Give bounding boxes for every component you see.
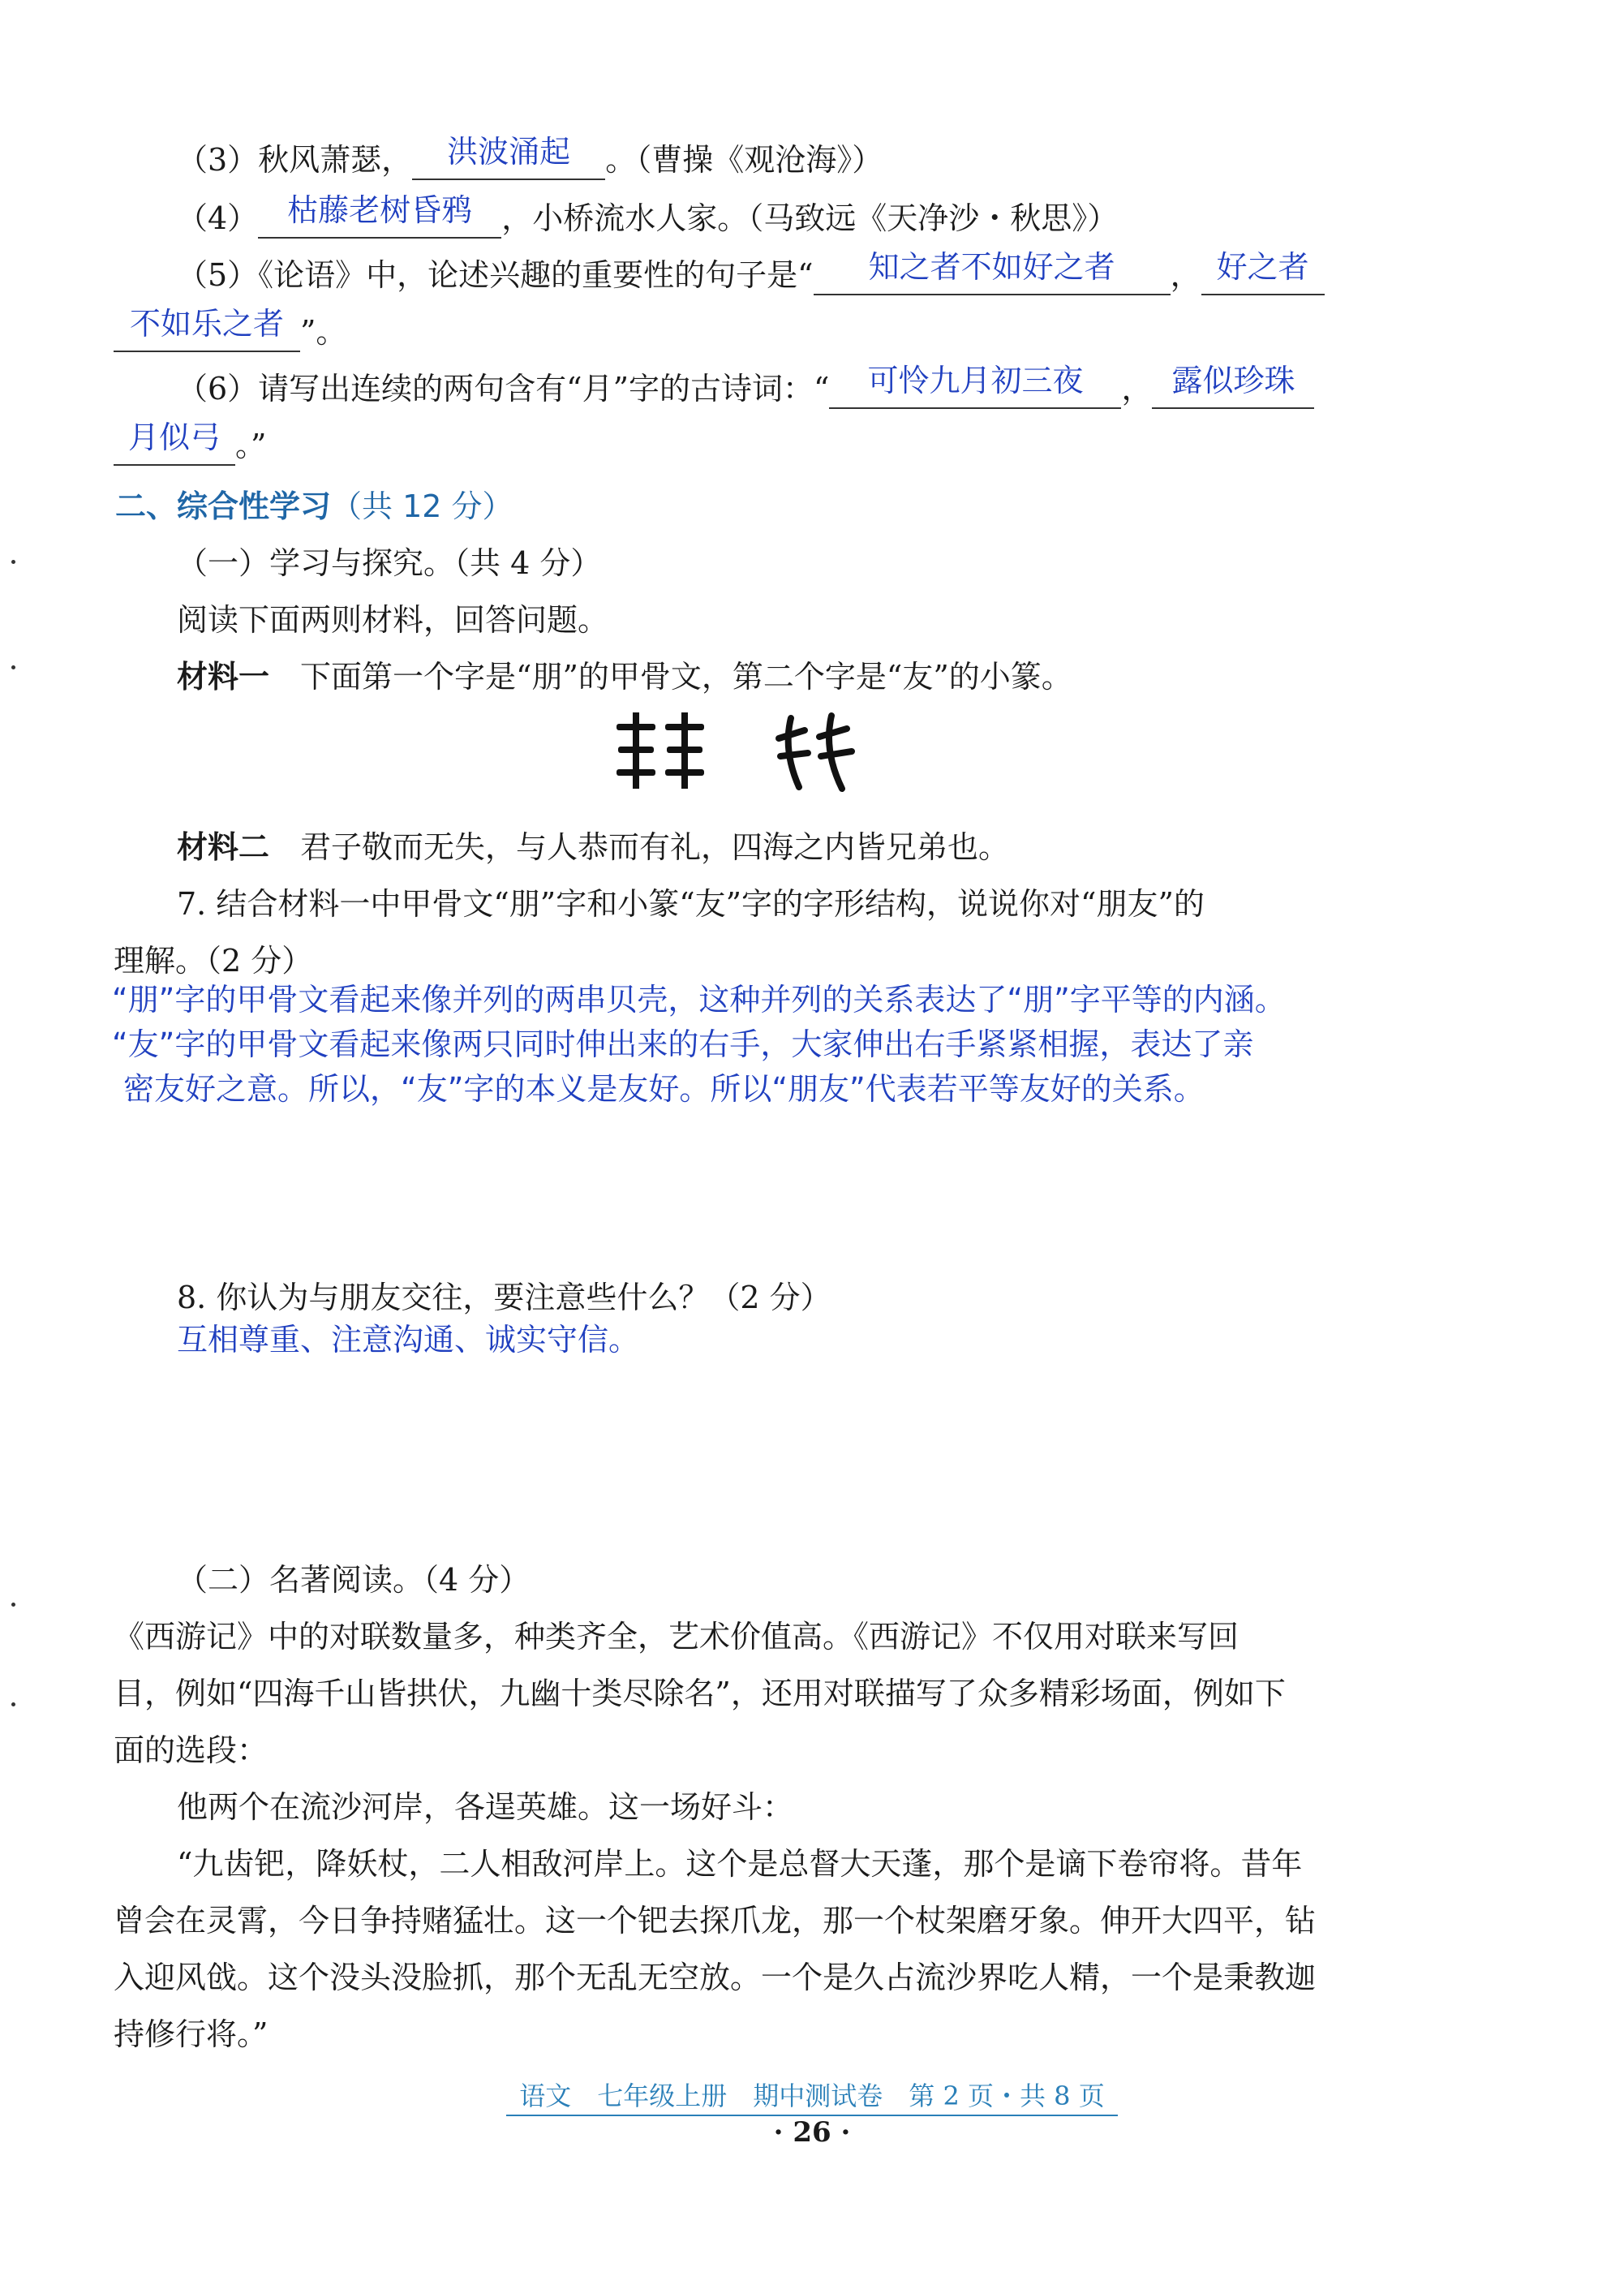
you-seal-glyph: [779, 716, 852, 789]
q6-blank-2b: [114, 420, 235, 466]
scan-mark: [11, 1702, 15, 1706]
q6-answer-2a: 露似珍珠: [1171, 363, 1295, 398]
scan-mark: [11, 560, 15, 564]
part2-heading: （二）名著阅读。（4 分）: [177, 1562, 531, 1598]
q4-line: （4） 枯藤老树昏鸦 ，小桥流水人家。（马致远《天净沙・秋思》）: [177, 203, 1118, 239]
material-2: 材料二 君子敬而无失，与人恭而有礼，四海之内皆兄弟也。: [177, 829, 1010, 865]
q5-answer-2b: 不如乐之者: [129, 306, 284, 342]
material-1: 材料一 下面第一个字是“朋”的甲骨文，第二个字是“友”的小篆。: [177, 659, 1072, 695]
part2-paragraph-line: 持修行将。”: [114, 2016, 269, 2052]
q5-blank-2a: [1201, 249, 1325, 295]
scan-mark: [11, 1603, 15, 1607]
scan-mark: [11, 665, 15, 669]
q5-answer-1: 知之者不如好之者: [868, 249, 1115, 285]
q7-answer-line: “朋”字的甲骨文看起来像并列的两串贝壳，这种并列的关系表达了“朋”字平等的内涵。: [112, 982, 1286, 1018]
q7-answer-line: “友”字的甲骨文看起来像两只同时伸出来的右手，大家伸出右手紧紧相握，表达了亲: [112, 1026, 1254, 1062]
part2-paragraph-line: “九齿钯，降妖杖，二人相敌河岸上。这个是总督大天蓬，那个是谪下卷帘将。昔年: [177, 1846, 1303, 1882]
footer-title: 语文 七年级上册 期中测试卷 第 2 页・共 8 页: [0, 2076, 1624, 2113]
part1-heading: （一）学习与探究。（共 4 分）: [177, 545, 602, 581]
q6-blank-1: [829, 363, 1121, 409]
q5-answer-2a: 好之者: [1216, 249, 1309, 285]
q5-blank-1: [814, 249, 1171, 295]
part2-paragraph-line: 《西游记》中的对联数量多，种类齐全，艺术价值高。《西游记》不仅用对联来写回: [114, 1619, 1239, 1655]
q4-blank: [258, 192, 501, 239]
q3-answer: 洪波涌起: [447, 134, 571, 170]
ancient-characters-image: [617, 706, 892, 795]
part2-paragraph-line: 面的选段：: [114, 1732, 269, 1768]
q5-line-2: 不如乐之者 ”。: [114, 316, 346, 352]
q6-line: （6）请写出连续的两句含有“月”字的古诗词：“ 可怜九月初三夜 ， 露似珍珠: [177, 373, 1314, 409]
q4-answer: 枯藤老树昏鸦: [287, 192, 473, 228]
section-heading: 二、综合性学习（共 12 分）: [115, 488, 513, 524]
q8-answer: 互相尊重、注意沟通、诚实守信。: [177, 1322, 640, 1358]
q5-line: （5）《论语》中，论述兴趣的重要性的句子是“ 知之者不如好之者 ， 好之者: [177, 260, 1325, 295]
q6-answer-1: 可怜九月初三夜: [867, 363, 1084, 398]
peng-oracle-glyph: [617, 712, 704, 789]
q3-blank: [412, 134, 605, 180]
part2-paragraph-line: 目，例如“四海千山皆拱伏，九幽十类尽除名”，还用对联描写了众多精彩场面，例如下: [114, 1676, 1286, 1711]
q7-answer-line: 密友好之意。所以，“友”字的本义是友好。所以“朋友”代表若平等友好的关系。: [123, 1071, 1205, 1107]
page-number: · 26 ·: [773, 2116, 851, 2149]
part2-paragraph-line: 曾会在灵霄，今日争持赌猛壮。这一个钯去探爪龙，那一个杖架磨牙象。伸开大四平，钻: [114, 1903, 1317, 1939]
q7-question-line2: 理解。（2 分）: [114, 943, 313, 979]
q5-blank-2b: [114, 306, 300, 352]
part2-paragraph-line: 入迎风戗。这个没头没脸抓，那个无乱无空放。一个是久占流沙界吃人精，一个是秉教迦: [114, 1960, 1317, 1995]
q6-line-2: 月似弓 。”: [114, 430, 266, 466]
q8-question: 8. 你认为与朋友交往，要注意些什么？（2 分）: [177, 1280, 831, 1315]
material-2-label: 材料二: [177, 829, 270, 865]
q7-question-line1: 7. 结合材料一中甲骨文“朋”字和小篆“友”字的字形结构，说说你对“朋友”的: [177, 886, 1205, 922]
q3-line: （3）秋风萧瑟， 洪波涌起 。（曹操《观沧海》）: [177, 144, 883, 180]
part1-intro: 阅读下面两则材料，回答问题。: [177, 602, 609, 638]
q6-blank-2a: [1152, 363, 1314, 409]
material-1-label: 材料一: [177, 659, 270, 695]
q6-answer-2b: 月似弓: [127, 420, 221, 455]
part2-paragraph-line: 他两个在流沙河岸，各逞英雄。这一场好斗：: [177, 1789, 794, 1825]
